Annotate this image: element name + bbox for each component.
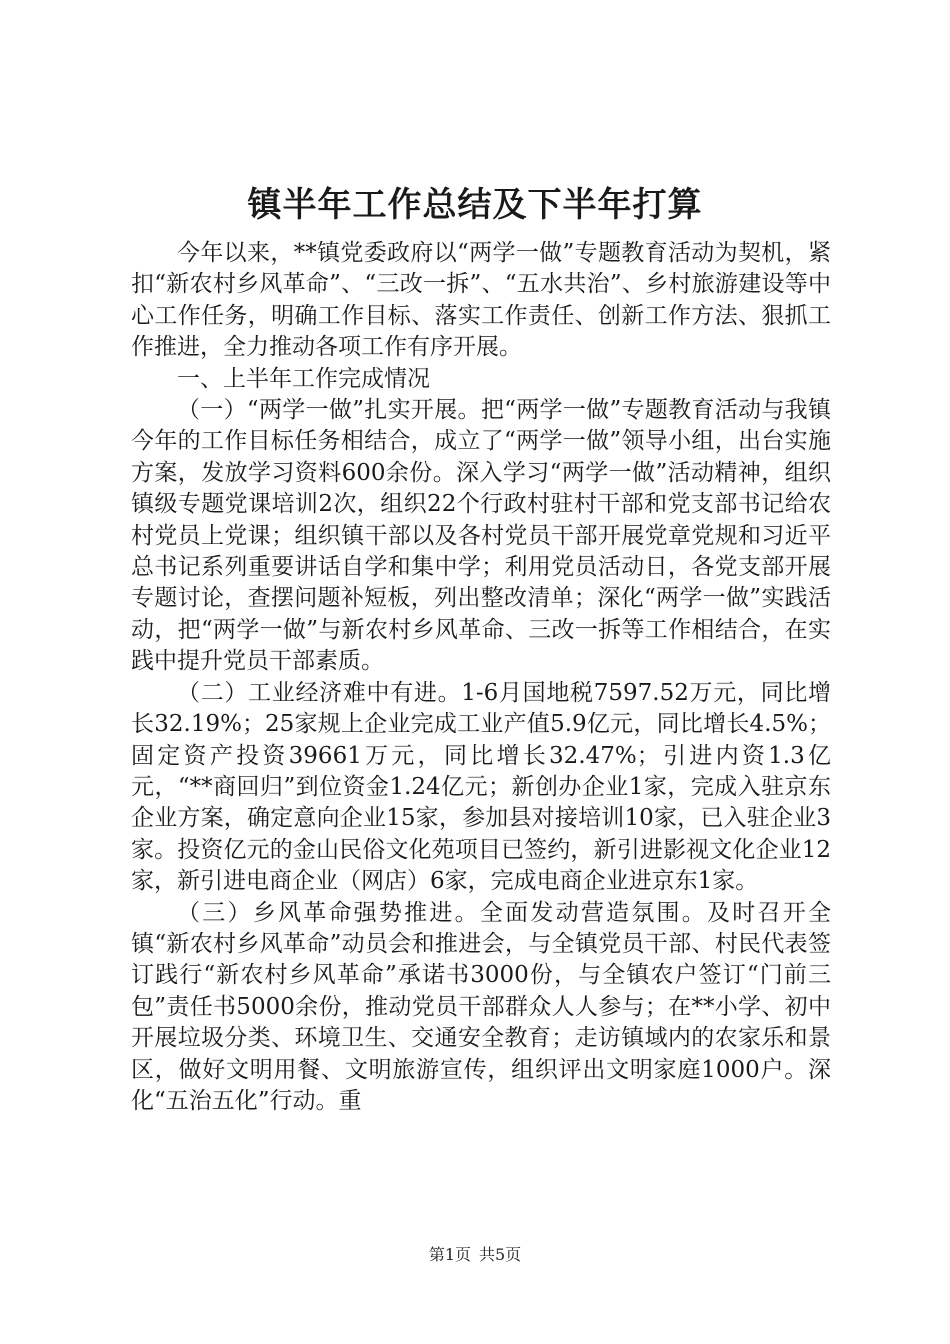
page-footer [0, 1244, 950, 1266]
intro-paragraph: 今年以来，**镇党委政府以“两学一做”专题教育活动为契机，紧扣“新农村乡风革命”、“三改一拆”、“五水共治”、乡村旅游建设等中心工作任务，明确工作目标、落实工作责任、创新工作方法、狠抓工作推进，全力推动各项工作有序开展。 [131, 240, 831, 361]
page-total: 共5页 [479, 1245, 522, 1264]
body-paragraph: （三）乡风革命强势推进。全面发动营造氛围。及时召开全镇“新农村乡风革命”动员会和推进会，与全镇党员干部、村民代表签订践行“新农村乡风革命”承诺书3000份，与全镇农户签订“门前三包”责任书5000余份，推动党员干部群众人人参与；在**小学、初中开展垃圾分类、环境卫生、交通安全教育；走访镇域内的农家乐和景区，做好文明用餐、文明旅游宣传，组织评出文明家庭1000户。深化“五治五化”行动。重 [131, 899, 831, 1114]
document-title: 镇半年工作总结及下半年打算 [247, 185, 703, 225]
section-heading: 一、上半年工作完成情况 [177, 365, 430, 392]
body-paragraph: （二）工业经济难中有进。1-6月国地税7597.52万元，同比增长32.19%；25家规上企业完成工业产值5.9亿元，同比增长4.5%；固定资产投资39661万元，同比增长32.47%；引进内资1.3亿元，“**商回归”到位资金1.24亿元；新创办企业1家，完成入驻京东企业方案，确定意向企业15家，参加县对接培训10家，已入驻企业3家。投资亿元的金山民俗文化苑项目已签约，新引进影视文化企业12家，新引进电商企业（网店）6家，完成电商企业进京东1家。 [131, 679, 831, 895]
document-body [131, 238, 831, 1117]
body-paragraph: （一）“两学一做”扎实开展。把“两学一做”专题教育活动与我镇今年的工作目标任务相结合，成立了“两学一做”领导小组，出台实施方案，发放学习资料600余份。深入学习“两学一做”活动精神，组织镇级专题党课培训2次，组织22个行政村驻村干部和党支部书记给农村党员上党课；组织镇干部以及各村党员干部开展党章党规和习近平总书记系列重要讲话自学和集中学；利用党员活动日，各党支部开展专题讨论，查摆问题补短板，列出整改清单；深化“两学一做”实践活动，把“两学一做”与新农村乡风革命、三改一拆等工作相结合，在实践中提升党员干部素质。 [131, 397, 831, 675]
page-number: 第1页 [428, 1245, 471, 1264]
